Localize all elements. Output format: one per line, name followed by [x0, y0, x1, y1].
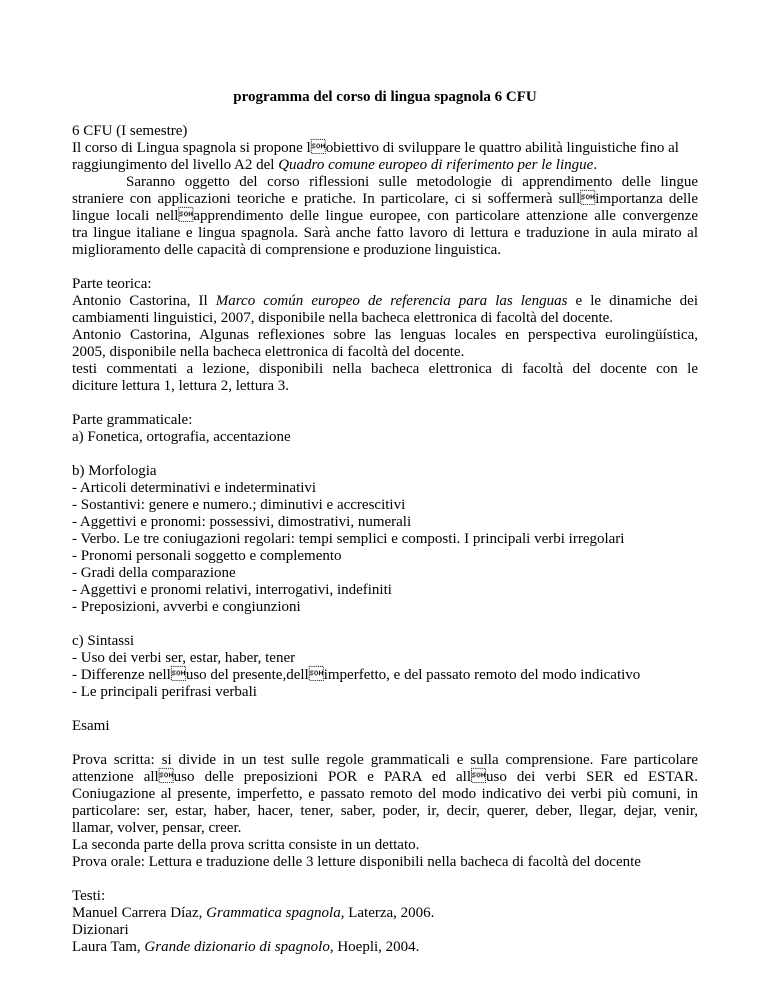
teorica-line3: Antonio Castorina, Algunas reflexiones sobre las lenguas locales en perspectiva eurolingüística, [72, 327, 698, 343]
testi-book1 [72, 905, 698, 922]
morfologia-item: - Aggettivi e pronomi: possessivi, dimostrativi, numerali [72, 514, 412, 530]
esami-line4: particolare: ser, estar, haber, hacer, tener, saber, poder, ir, decir, querer, deber, llegar, dejar, venir, [72, 803, 698, 819]
intro-section [72, 123, 698, 259]
testi-book1-title: Grammatica spagnola [206, 905, 341, 921]
dizionari-heading: Dizionari [72, 922, 129, 938]
testi-book1-publisher: , Laterza, 2006. [340, 905, 435, 921]
testi-heading: Testi: [72, 888, 106, 904]
esami-heading: Esami [72, 718, 110, 734]
sintassi-heading: c) Sintassi [72, 633, 135, 649]
testi-book2 [72, 939, 698, 956]
morfologia-item: - Sostantivi: genere e numero.; diminutivi e accrescitivi [72, 497, 406, 513]
intro-p1-line2 [72, 157, 698, 174]
intro-p1-line1: Il corso di Lingua spagnola si propone lobiettivo di sviluppare le quattro abilità linguistiche fino al [72, 140, 679, 156]
teorica-line1 [72, 293, 698, 310]
esami-section [72, 718, 698, 871]
morfologia-item: - Gradi della comparazione [72, 565, 236, 581]
teorica-line6: diciture lettura 1, lettura 2, lettura 3. [72, 378, 290, 394]
morfologia-heading: b) Morfologia [72, 463, 157, 479]
teorica-line5: testi commentati a lezione, disponibili nella bacheca elettronica di facoltà del docente con le [72, 361, 698, 377]
esami-line3: Coniugazione al presente, imperfetto, e passato remoto del modo indicativo dei verbi più comuni, in [72, 786, 698, 802]
grammaticale-heading: Parte grammaticale: [72, 412, 193, 428]
intro-p1-line2-post: . [593, 157, 598, 173]
intro-heading: 6 CFU (I semestre) [72, 123, 188, 139]
morfologia-item: - Articoli determinativi e indeterminativi [72, 480, 317, 496]
teorica-heading: Parte teorica: [72, 276, 152, 292]
morfologia-item: - Pronomi personali soggetto e complemento [72, 548, 342, 564]
esami-line7: Prova orale: Lettura e traduzione delle 3 letture disponibili nella bacheca di facoltà del docente [72, 854, 641, 870]
teorica-line4: 2005, disponibile nella bacheca elettronica di facoltà del docente. [72, 344, 465, 360]
sintassi-item: - Le principali perifrasi verbali [72, 684, 257, 700]
intro-p1-line2-pre: raggiungimento del livello A2 del [72, 157, 279, 173]
document-title: programma del corso di lingua spagnola 6 CFU [233, 89, 537, 105]
grammaticale-a: a) Fonetica, ortografia, accentazione [72, 429, 291, 445]
teorica-line1-post: e le dinamiche dei [567, 293, 698, 309]
testi-book2-author: Laura Tam, [72, 939, 145, 955]
teorica-line1-italic: Marco común europeo de referencia para las lenguas [215, 293, 568, 309]
intro-p2-line2: straniere con applicazioni teoriche e pratiche. In particolare, ci si soffermerà sullimportanza delle [72, 191, 698, 207]
testi-book1-author: Manuel Carrera Díaz, [72, 905, 207, 921]
intro-p2-line1: Saranno oggetto del corso riflessioni sulle metodologie di apprendimento delle lingue [126, 174, 698, 190]
sintassi-item: - Differenze nelluso del presente,dellimperfetto, e del passato remoto del modo indicativo [72, 667, 641, 683]
intro-p2-line5: miglioramento delle capacità di comprensione e produzione linguistica. [72, 242, 502, 258]
teorica-line1-pre: Antonio Castorina, Il [72, 293, 216, 309]
esami-line6: La seconda parte della prova scritta consiste in un dettato. [72, 837, 420, 853]
testi-book2-publisher: , Hoepli, 2004. [329, 939, 420, 955]
testi-book2-title: Grande dizionario di spagnolo [144, 939, 330, 955]
grammaticale-section [72, 412, 698, 701]
teorica-section [72, 276, 698, 395]
esami-line5: llamar, volver, pensar, creer. [72, 820, 242, 836]
morfologia-item: - Preposizioni, avverbi e congiunzioni [72, 599, 301, 615]
intro-p2-line3: lingue locali nellapprendimento delle lingue europee, con particolare attenzione alle convergenze [72, 208, 698, 224]
morfologia-item: - Aggettivi e pronomi relativi, interrogativi, indefiniti [72, 582, 392, 598]
esami-line1: Prova scritta: si divide in un test sulle regole grammaticali e sulla comprensione. Fare particolare [72, 752, 698, 768]
testi-section [72, 888, 698, 956]
intro-p2-line4: tra lingue italiane e lingua spagnola. Sarà anche fatto lavoro di lettura e traduzione in aula mirato al [72, 225, 698, 241]
document-page [72, 89, 698, 956]
esami-line2: attenzione alluso delle preposizioni POR e PARA ed alluso dei verbi SER ed ESTAR. [72, 769, 698, 785]
morfologia-item: - Verbo. Le tre coniugazioni regolari: tempi semplici e composti. I principali verbi irregolari [72, 531, 625, 547]
teorica-line2: cambiamenti linguistici, 2007, disponibile nella bacheca elettronica di facoltà del docente. [72, 310, 614, 326]
intro-p1-line2-italic: Quadro comune europeo di riferimento per le lingue [278, 157, 594, 173]
sintassi-item: - Uso dei verbi ser, estar, haber, tener [72, 650, 296, 666]
